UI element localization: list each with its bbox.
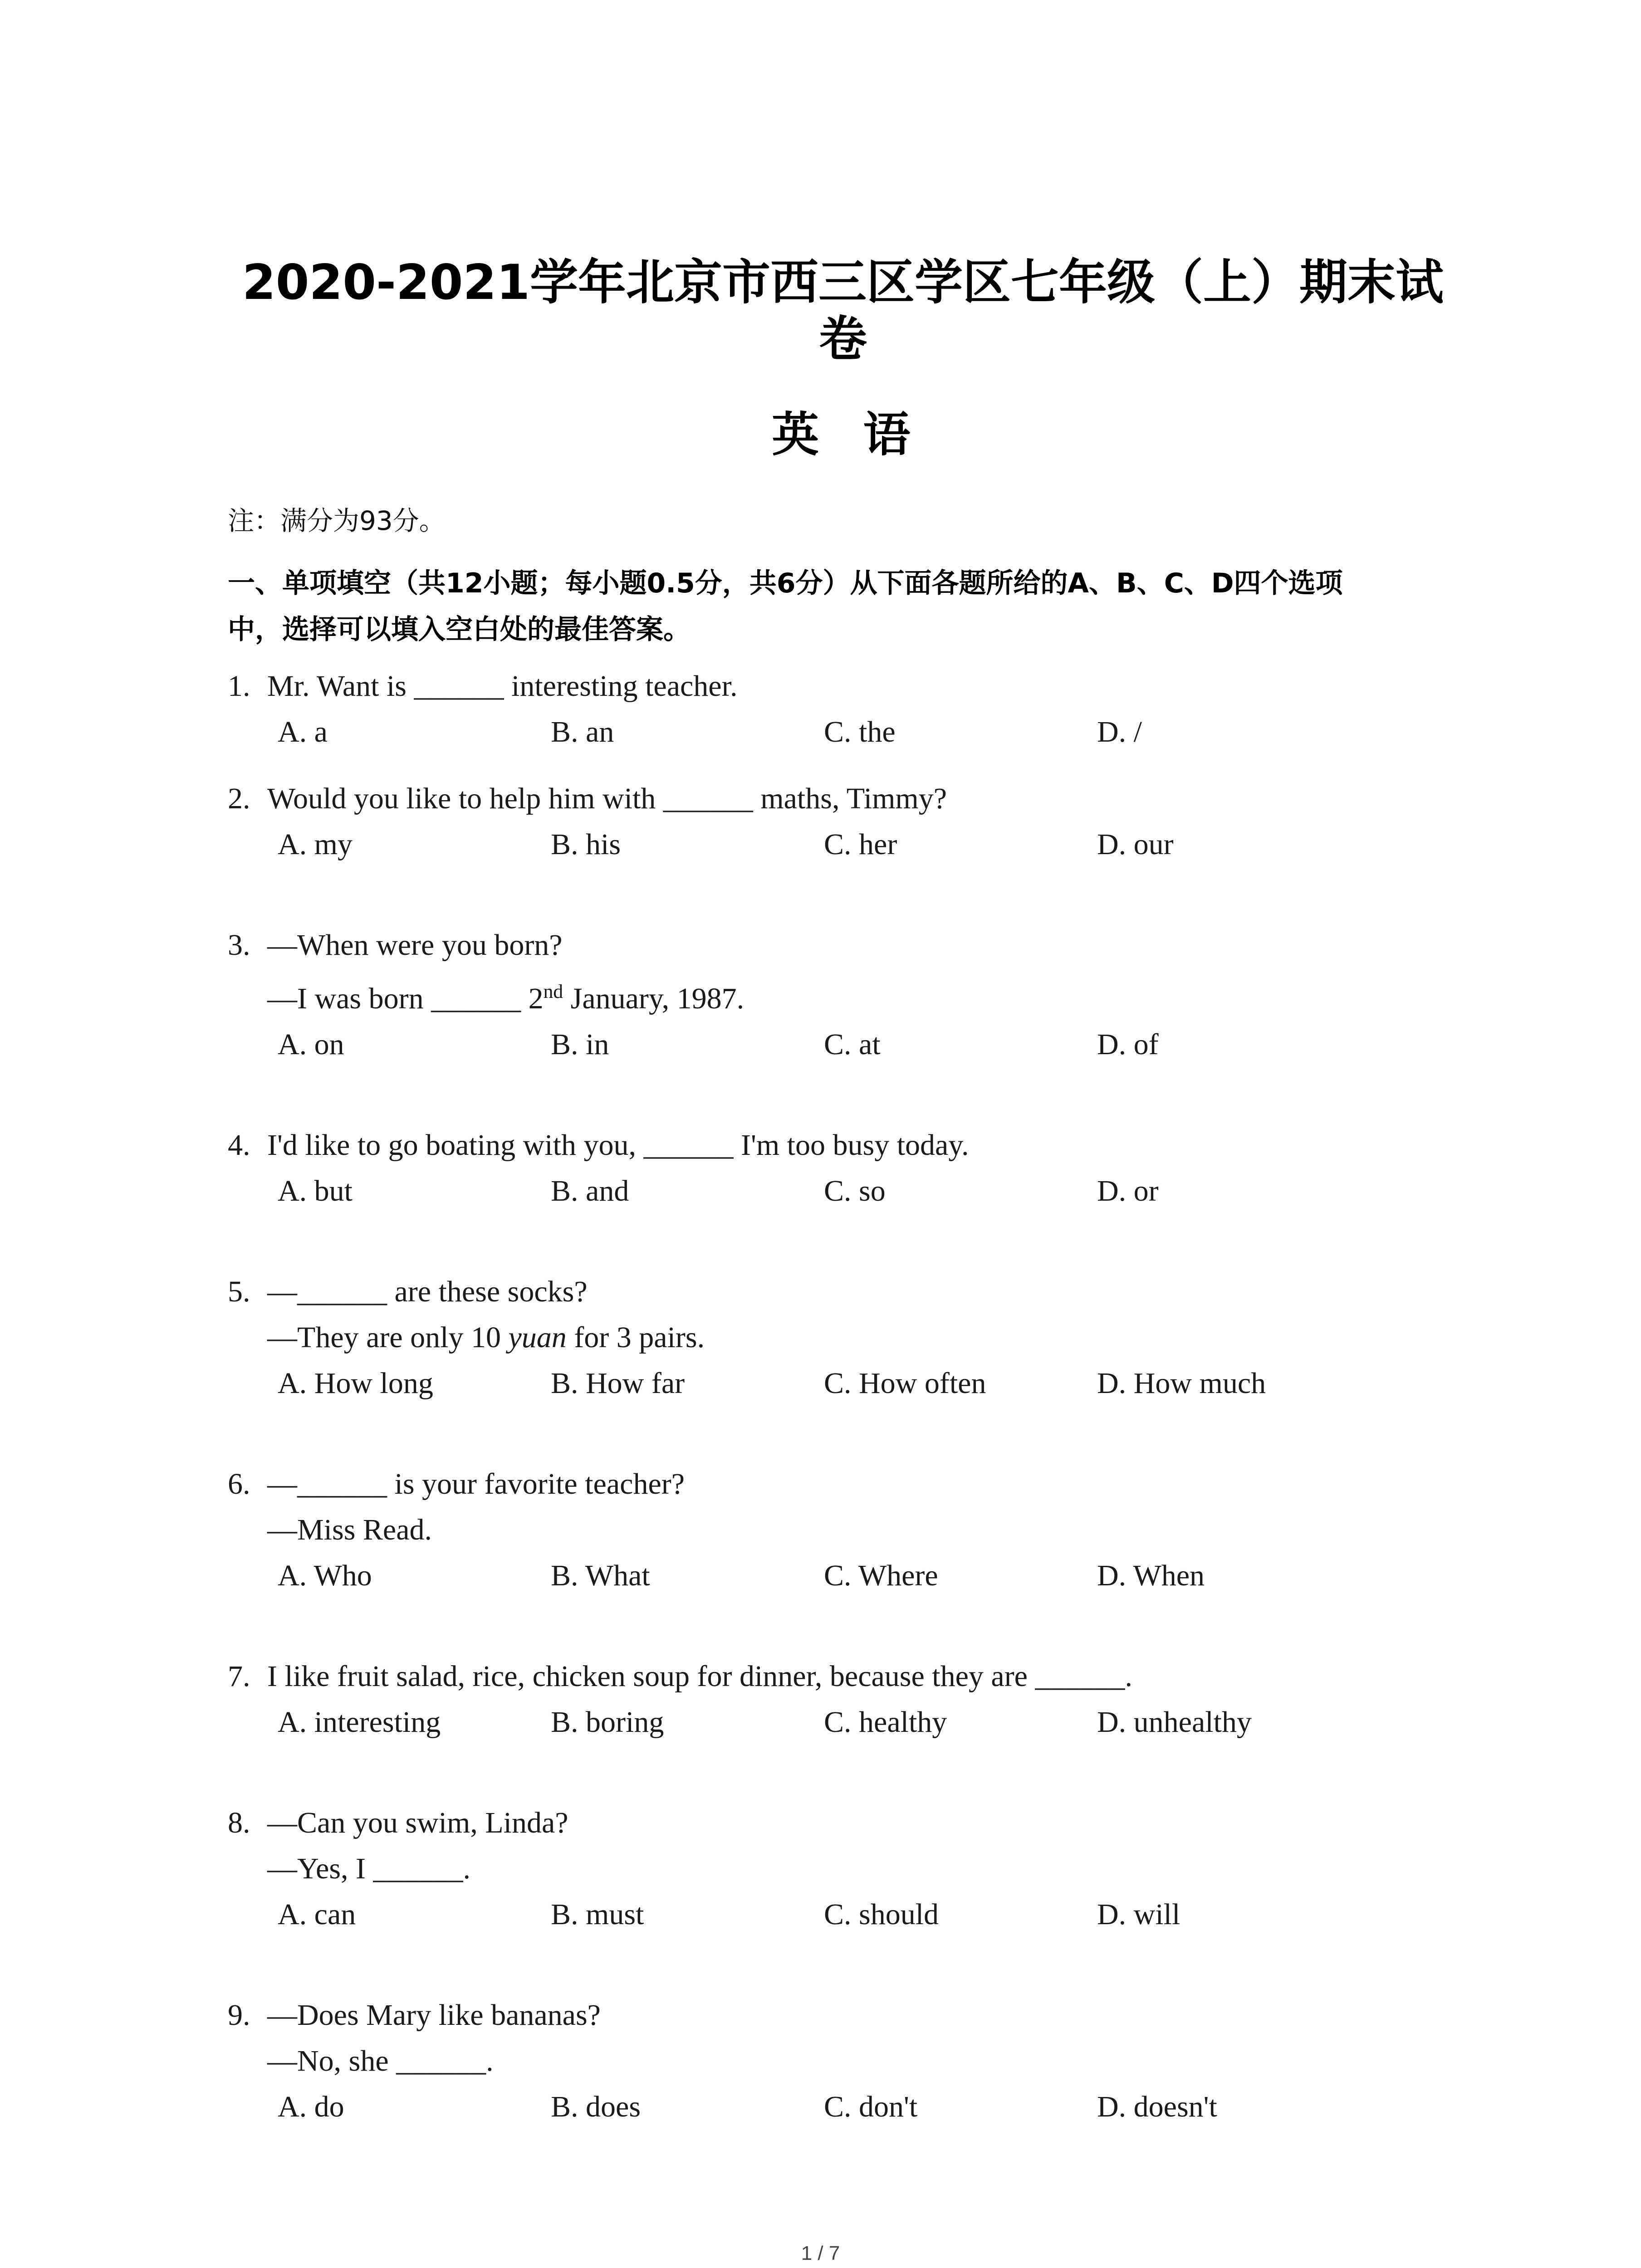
question-stem: I like fruit salad, rice, chicken soup for dinner, because they are ______.	[267, 1660, 1132, 1693]
option-row	[228, 2084, 1458, 2130]
question-stem: —Does Mary like bananas?	[267, 1999, 601, 2032]
option-d: D. doesn't	[1097, 2090, 1217, 2123]
option-row	[228, 821, 1458, 867]
question-5	[228, 1269, 1458, 1406]
question-line-2	[228, 968, 1458, 1022]
question-9	[228, 1992, 1458, 2130]
question-3	[228, 922, 1458, 1067]
option-b: B. does	[551, 2090, 641, 2123]
option-a: A. do	[278, 2090, 344, 2123]
option-c: C. healthy	[824, 1706, 947, 1739]
option-a: A. but	[278, 1174, 353, 1207]
question-2	[228, 776, 1458, 867]
question-number: 9.	[228, 1999, 250, 2032]
option-b: B. in	[551, 1028, 609, 1061]
option-d: D. /	[1097, 715, 1142, 748]
question-number: 8.	[228, 1806, 250, 1839]
question-line-2	[228, 1315, 1458, 1360]
option-d: D. our	[1097, 828, 1174, 861]
question-stem: —______ is your favorite teacher?	[267, 1467, 685, 1501]
line-text-before: —I was born ______ 2	[267, 982, 544, 1015]
ordinal-suffix: nd	[543, 981, 563, 1002]
question-stem: Mr. Want is ______ interesting teacher.	[267, 670, 738, 703]
section-heading	[228, 560, 1343, 653]
question-line-2: —Miss Read.	[267, 1513, 432, 1546]
page-indicator: 1 / 7	[801, 2242, 840, 2264]
question-stem: I'd like to go boating with you, ______ I'm too busy today.	[267, 1129, 969, 1162]
option-row	[228, 1699, 1458, 1745]
option-c: C. the	[824, 715, 896, 748]
question-stem: —Can you swim, Linda?	[267, 1806, 568, 1839]
option-a: A. on	[278, 1028, 344, 1061]
option-b: B. and	[551, 1174, 629, 1207]
option-c: C. should	[824, 1898, 939, 1931]
question-stem: —______ are these socks?	[267, 1275, 588, 1308]
option-d: D. unhealthy	[1097, 1706, 1252, 1739]
option-c: C. her	[824, 828, 897, 861]
question-7	[228, 1653, 1458, 1745]
italic-word: yuan	[508, 1321, 567, 1354]
page-title	[228, 254, 1458, 367]
option-row	[228, 1553, 1458, 1598]
option-c: C. so	[824, 1174, 886, 1207]
section-heading-line-2: 中，选择可以填入空白处的最佳答案。	[228, 614, 691, 645]
option-b: B. How far	[551, 1367, 685, 1400]
option-b: B. What	[551, 1559, 650, 1592]
question-number: 3.	[228, 929, 250, 962]
question-number: 2.	[228, 782, 250, 815]
title-line-2: 卷	[819, 311, 867, 367]
option-d: D. When	[1097, 1559, 1205, 1592]
question-8	[228, 1800, 1458, 1937]
option-d: D. of	[1097, 1028, 1159, 1061]
question-number: 4.	[228, 1129, 250, 1162]
question-6	[228, 1461, 1458, 1598]
option-b: B. his	[551, 828, 621, 861]
question-stem: —When were you born?	[267, 929, 563, 962]
option-d: D. or	[1097, 1174, 1159, 1207]
option-a: A. my	[278, 828, 353, 861]
option-row	[228, 1168, 1458, 1214]
option-b: B. must	[551, 1898, 644, 1931]
option-b: B. an	[551, 715, 614, 748]
question-line-2: —No, she ______.	[267, 2044, 494, 2077]
option-a: A. Who	[278, 1559, 372, 1592]
option-d: D. will	[1097, 1898, 1181, 1931]
option-c: C. How often	[824, 1367, 986, 1400]
line-text-after: for 3 pairs.	[566, 1321, 705, 1354]
option-c: C. Where	[824, 1559, 938, 1592]
option-row	[228, 1022, 1458, 1067]
question-stem: Would you like to help him with ______ maths, Timmy?	[267, 782, 947, 815]
section-heading-line-1: 一、单项填空（共12小题；每小题0.5分，共6分）从下面各题所给的A、B、C、D四个选项	[228, 567, 1343, 599]
option-c: C. don't	[824, 2090, 918, 2123]
question-4	[228, 1122, 1458, 1214]
score-note: 注：满分为93分。	[228, 505, 446, 536]
option-a: A. a	[278, 715, 328, 748]
question-1	[228, 663, 1458, 755]
question-number: 5.	[228, 1275, 250, 1308]
line-text-after: January, 1987.	[563, 982, 745, 1015]
option-a: A. interesting	[278, 1706, 441, 1739]
title-line-1: 2020-2021学年北京市西三区学区七年级（上）期末试	[242, 254, 1444, 310]
question-line-2: —Yes, I ______.	[267, 1852, 471, 1885]
question-number: 1.	[228, 670, 250, 703]
question-number: 7.	[228, 1660, 250, 1693]
option-d: D. How much	[1097, 1367, 1266, 1400]
question-number: 6.	[228, 1467, 250, 1501]
line-text-before: —They are only 10	[267, 1321, 509, 1354]
question-list	[228, 663, 1458, 2185]
option-row	[228, 1360, 1458, 1406]
option-row	[228, 709, 1458, 755]
option-c: C. at	[824, 1028, 881, 1061]
option-row	[228, 1892, 1458, 1937]
option-a: A. How long	[278, 1367, 433, 1400]
option-b: B. boring	[551, 1706, 664, 1739]
subject-heading: 英 语	[772, 407, 914, 462]
option-a: A. can	[278, 1898, 356, 1931]
